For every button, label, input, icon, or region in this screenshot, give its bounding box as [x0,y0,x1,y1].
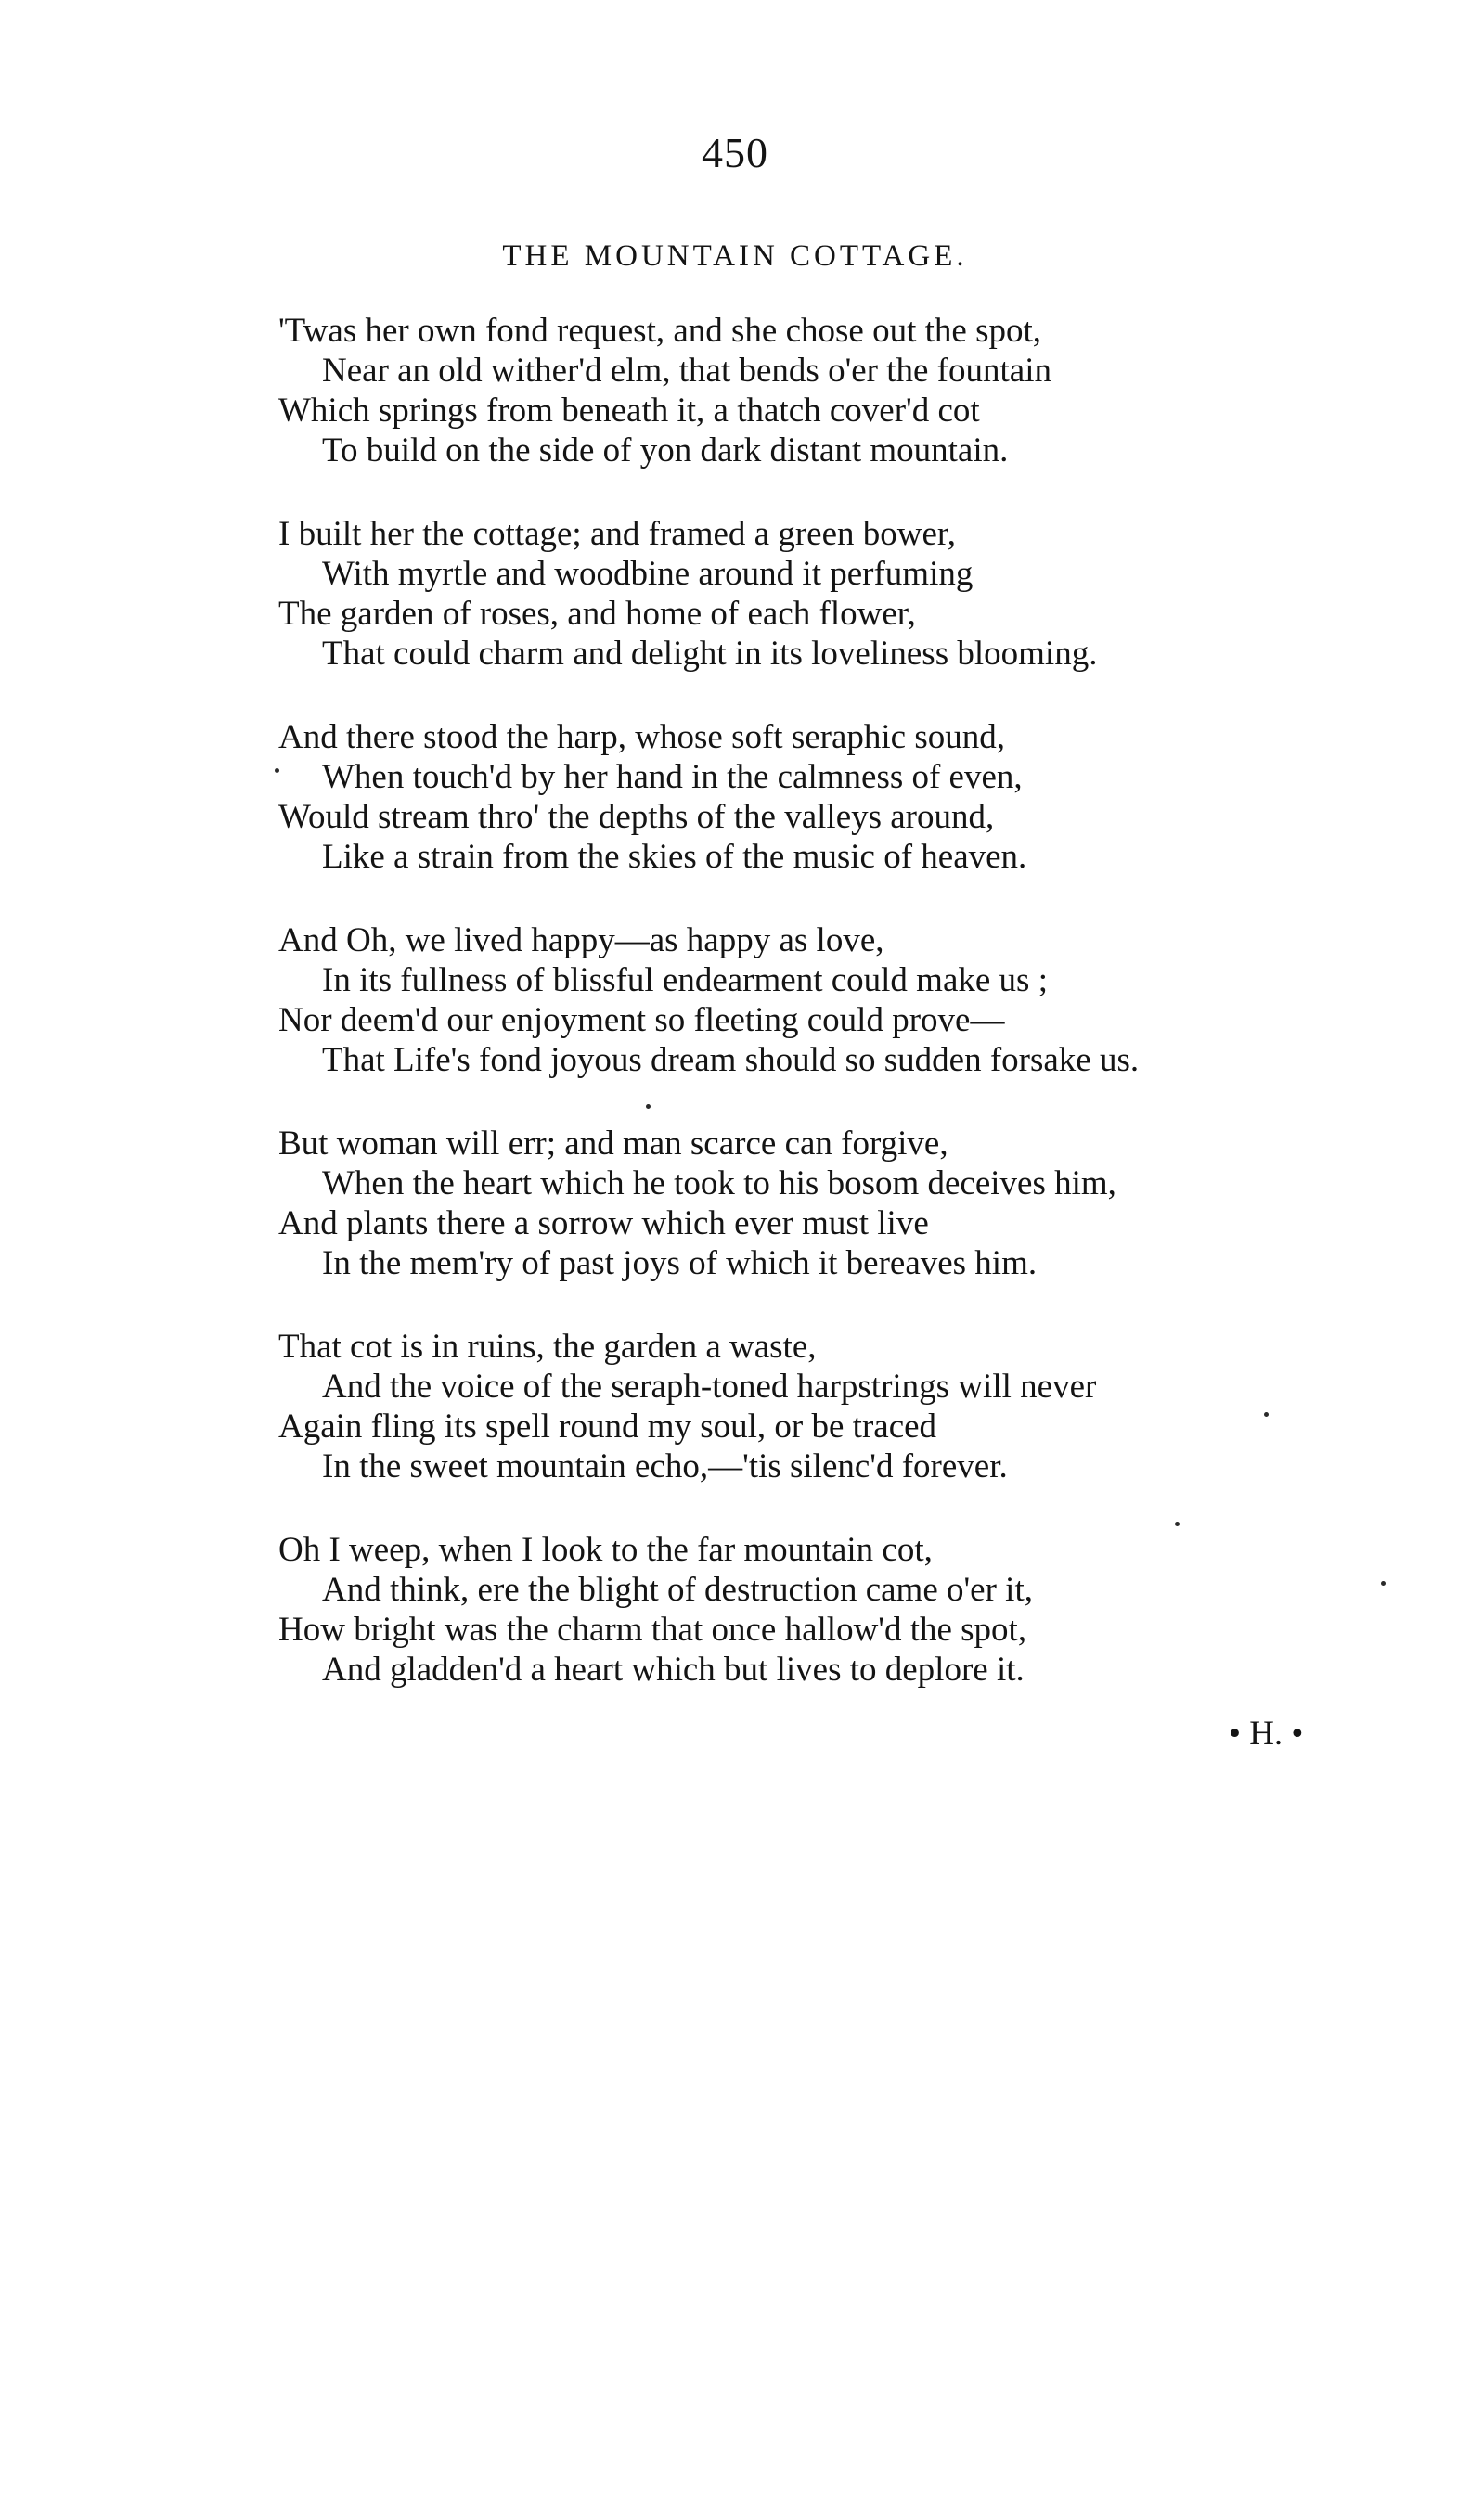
poem-line: Which springs from beneath it, a thatch cover'd cot [278,392,980,430]
poem-line: To build on the side of yon dark distant mountain. [322,431,1009,469]
poem-line: And think, ere the blight of destruction came o'er it, [322,1571,1033,1609]
stanza-3 [0,717,1470,877]
poem-line: That cot is in ruins, the garden a waste, [278,1328,817,1366]
poem-line: 'Twas her own fond request, and she chose out the spot, [278,312,1042,350]
poem-line: That could charm and delight in its loveliness blooming. [322,635,1098,673]
ink-speck [1264,1412,1269,1417]
author-signature: • H. • [1229,1715,1304,1753]
poem-line: In the mem'ry of past joys of which it bereaves him. [322,1244,1038,1282]
stanza-7 [0,1530,1470,1690]
poem-line: That Life's fond joyous dream should so sudden forsake us. [322,1041,1140,1079]
poem-line: I built her the cottage; and framed a green bower, [278,515,956,553]
poem-line: Nor deem'd our enjoyment so fleeting could prove— [278,1001,1005,1039]
poem-line: But woman will err; and man scarce can forgive, [278,1125,948,1163]
poem-line: Oh I weep, when I look to the far mountain cot, [278,1531,933,1569]
poem-line: In its fullness of blissful endearment could make us ; [322,961,1048,999]
stanza-1 [0,311,1470,470]
poem-line: Would stream thro' the depths of the valleys around, [278,798,995,836]
poem-line: Again fling its spell round my soul, or be traced [278,1408,937,1446]
poem-line: Near an old wither'd elm, that bends o'er the fountain [322,352,1051,390]
ink-speck [1381,1581,1386,1586]
stanza-5 [0,1124,1470,1283]
page-number: 450 [702,129,768,176]
poem-line: And plants there a sorrow which ever must live [278,1204,929,1242]
poem-line: In the sweet mountain echo,—'tis silenc'd forever. [322,1447,1008,1485]
poem-line: And Oh, we lived happy—as happy as love, [278,921,884,959]
poem-line: And the voice of the seraph-toned harpstrings will never [322,1368,1097,1406]
poem-line: How bright was the charm that once hallow'd the spot, [278,1611,1027,1649]
poem-line: When the heart which he took to his bosom deceives him, [322,1164,1116,1202]
poem-body [0,311,1470,1733]
poem-line: And there stood the harp, whose soft seraphic sound, [278,718,1005,756]
ink-speck [646,1104,651,1109]
poem-line: The garden of roses, and home of each flower, [278,595,916,633]
ink-speck [1175,1522,1180,1526]
poem-line: And gladden'd a heart which but lives to deplore it. [322,1651,1025,1689]
poem-title: THE MOUNTAIN COTTAGE. [502,239,968,273]
stanza-6 [0,1327,1470,1486]
stanza-4 [0,920,1470,1080]
poem-line: When touch'd by her hand in the calmness of even, [322,758,1023,796]
ink-speck [275,768,279,773]
poem-line: Like a strain from the skies of the music of heaven. [322,838,1027,876]
stanza-2 [0,514,1470,674]
poem-line: With myrtle and woodbine around it perfuming [322,555,974,593]
